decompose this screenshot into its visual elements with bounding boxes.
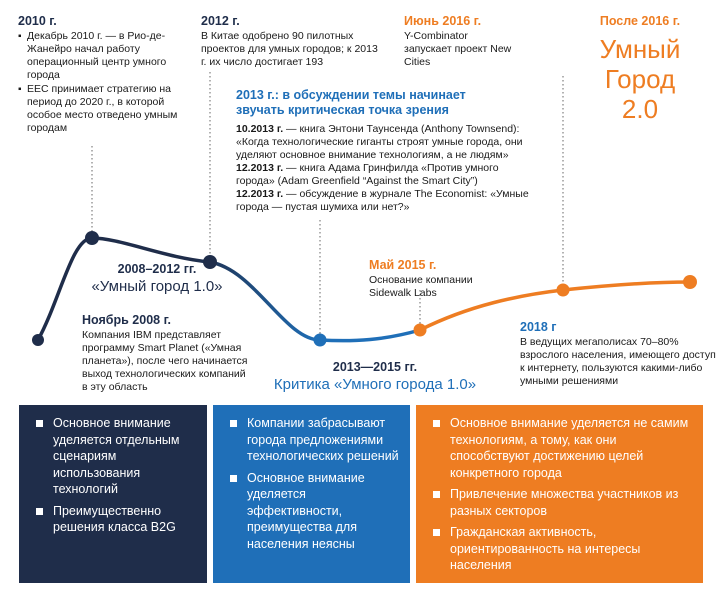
bullet-icon: ▪ xyxy=(18,31,22,42)
square-bullet-icon xyxy=(230,475,237,482)
bullet-icon: ▪ xyxy=(18,84,22,95)
square-bullet-icon xyxy=(36,508,43,515)
event-2010-year: 2010 г. xyxy=(18,14,57,28)
event-2013 xyxy=(236,88,536,214)
summary-orange-item: Гражданская активность, ориентированность на интересы населения xyxy=(430,524,693,574)
event-2008-year: Ноябрь 2008 г. xyxy=(82,313,172,327)
event-2015 xyxy=(369,258,519,300)
summary-orange-item: Привлечение множества участников из разных секторов xyxy=(430,486,693,519)
event-2013-ref-2: 12.2013 г. — книга Адама Гринфилда «Против умного города» (Adam Greenfield “Against the Smart City”) xyxy=(236,162,499,187)
summary-box-navy xyxy=(19,405,207,583)
summary-navy-item: Преимущественно решения класса B2G xyxy=(33,503,197,536)
marker-2016 xyxy=(557,284,570,297)
event-2016 xyxy=(404,14,554,69)
period-2-years: 2013—2015 гг. xyxy=(332,360,418,374)
marker-end xyxy=(683,275,697,289)
square-bullet-icon xyxy=(433,529,440,536)
event-2013-ref-3: 12.2013 г. — обсуждение в журнале The Economist: «Умные города — пустая шумиха или нет?» xyxy=(236,188,529,213)
summary-blue-item: Основное внимание уделяется эффективности, преимущества для населения неясны xyxy=(227,470,400,553)
event-2012-text: В Китае одобрено 90 пилотных проектов для умных городов; к 2013 г. их число достигает 193 xyxy=(201,30,378,68)
event-2013-title: 2013 г.: в обсуждении темы начинает звучать критическая точка зрения xyxy=(236,88,466,117)
event-2018-text: В ведущих мегаполисах 70–80% взрослого населения, имеющего доступ к интернету, пользуются какими-либо умными решениями xyxy=(520,336,716,387)
event-2015-text: Основание компании Sidewalk Labs xyxy=(369,274,473,299)
summary-navy-item: Основное внимание уделяется отдельным сценариям использования технологий xyxy=(33,415,197,498)
curve-blue-section xyxy=(320,330,420,341)
period-critique xyxy=(255,360,495,393)
event-2016-year: Июнь 2016 г. xyxy=(404,14,482,28)
marker-2010 xyxy=(85,231,99,245)
event-2010-item-2: ▪ ЕЕС принимает стратегию на период до 2020 г., в которой особое место отведено умным городам xyxy=(18,83,178,134)
event-2010-item-1: ▪ Декабрь 2010 г. — в Рио-де-Жанейро начал работу операционный центр умного города xyxy=(18,30,167,81)
event-2008-text: Компания IBM представляет программу Smart Planet («Умная планета»), после чего начинается выход технологических компаний в эту область xyxy=(82,329,248,393)
square-bullet-icon xyxy=(433,491,440,498)
period-1-years: 2008–2012 гг. xyxy=(117,262,197,276)
event-2013-ref-1: 10.2013 г. — книга Энтони Таунсенда (Anthony Townsend): «Когда технологические гиганты строят умные города, они уделяют основное внимание технологиям, а не людям» xyxy=(236,123,523,161)
square-bullet-icon xyxy=(36,420,43,427)
summary-box-blue xyxy=(213,405,410,583)
event-2018-year: 2018 г xyxy=(520,320,557,334)
summary-blue-item: Компании забрасывают города предложениями технологических решений xyxy=(227,415,400,465)
summary-orange-item: Основное внимание уделяется не самим технологиям, а тому, как они способствуют достижению целей конкретного города xyxy=(430,415,693,481)
marker-start xyxy=(32,334,44,346)
event-2018 xyxy=(520,320,716,388)
marker-2013 xyxy=(314,334,327,347)
event-2015-year: Май 2015 г. xyxy=(369,258,437,272)
summary-box-orange xyxy=(416,405,703,583)
after-2016 xyxy=(570,14,710,124)
event-2010 xyxy=(18,14,183,135)
event-2008 xyxy=(82,313,262,394)
square-bullet-icon xyxy=(433,420,440,427)
period-smart-city-1 xyxy=(82,262,232,295)
square-bullet-icon xyxy=(230,420,237,427)
event-2016-text: Y-Combinator запускает проект New Cities xyxy=(404,30,512,68)
after-2016-year: После 2016 г. xyxy=(599,14,681,28)
smart-city-2-title: Умный Город 2.0 xyxy=(599,34,681,124)
period-2-name: Критика «Умного города 1.0» xyxy=(273,376,477,393)
event-2012-year: 2012 г. xyxy=(201,14,240,28)
event-2012 xyxy=(201,14,379,69)
marker-2015 xyxy=(414,324,427,337)
period-1-name: «Умный город 1.0» xyxy=(91,278,223,295)
